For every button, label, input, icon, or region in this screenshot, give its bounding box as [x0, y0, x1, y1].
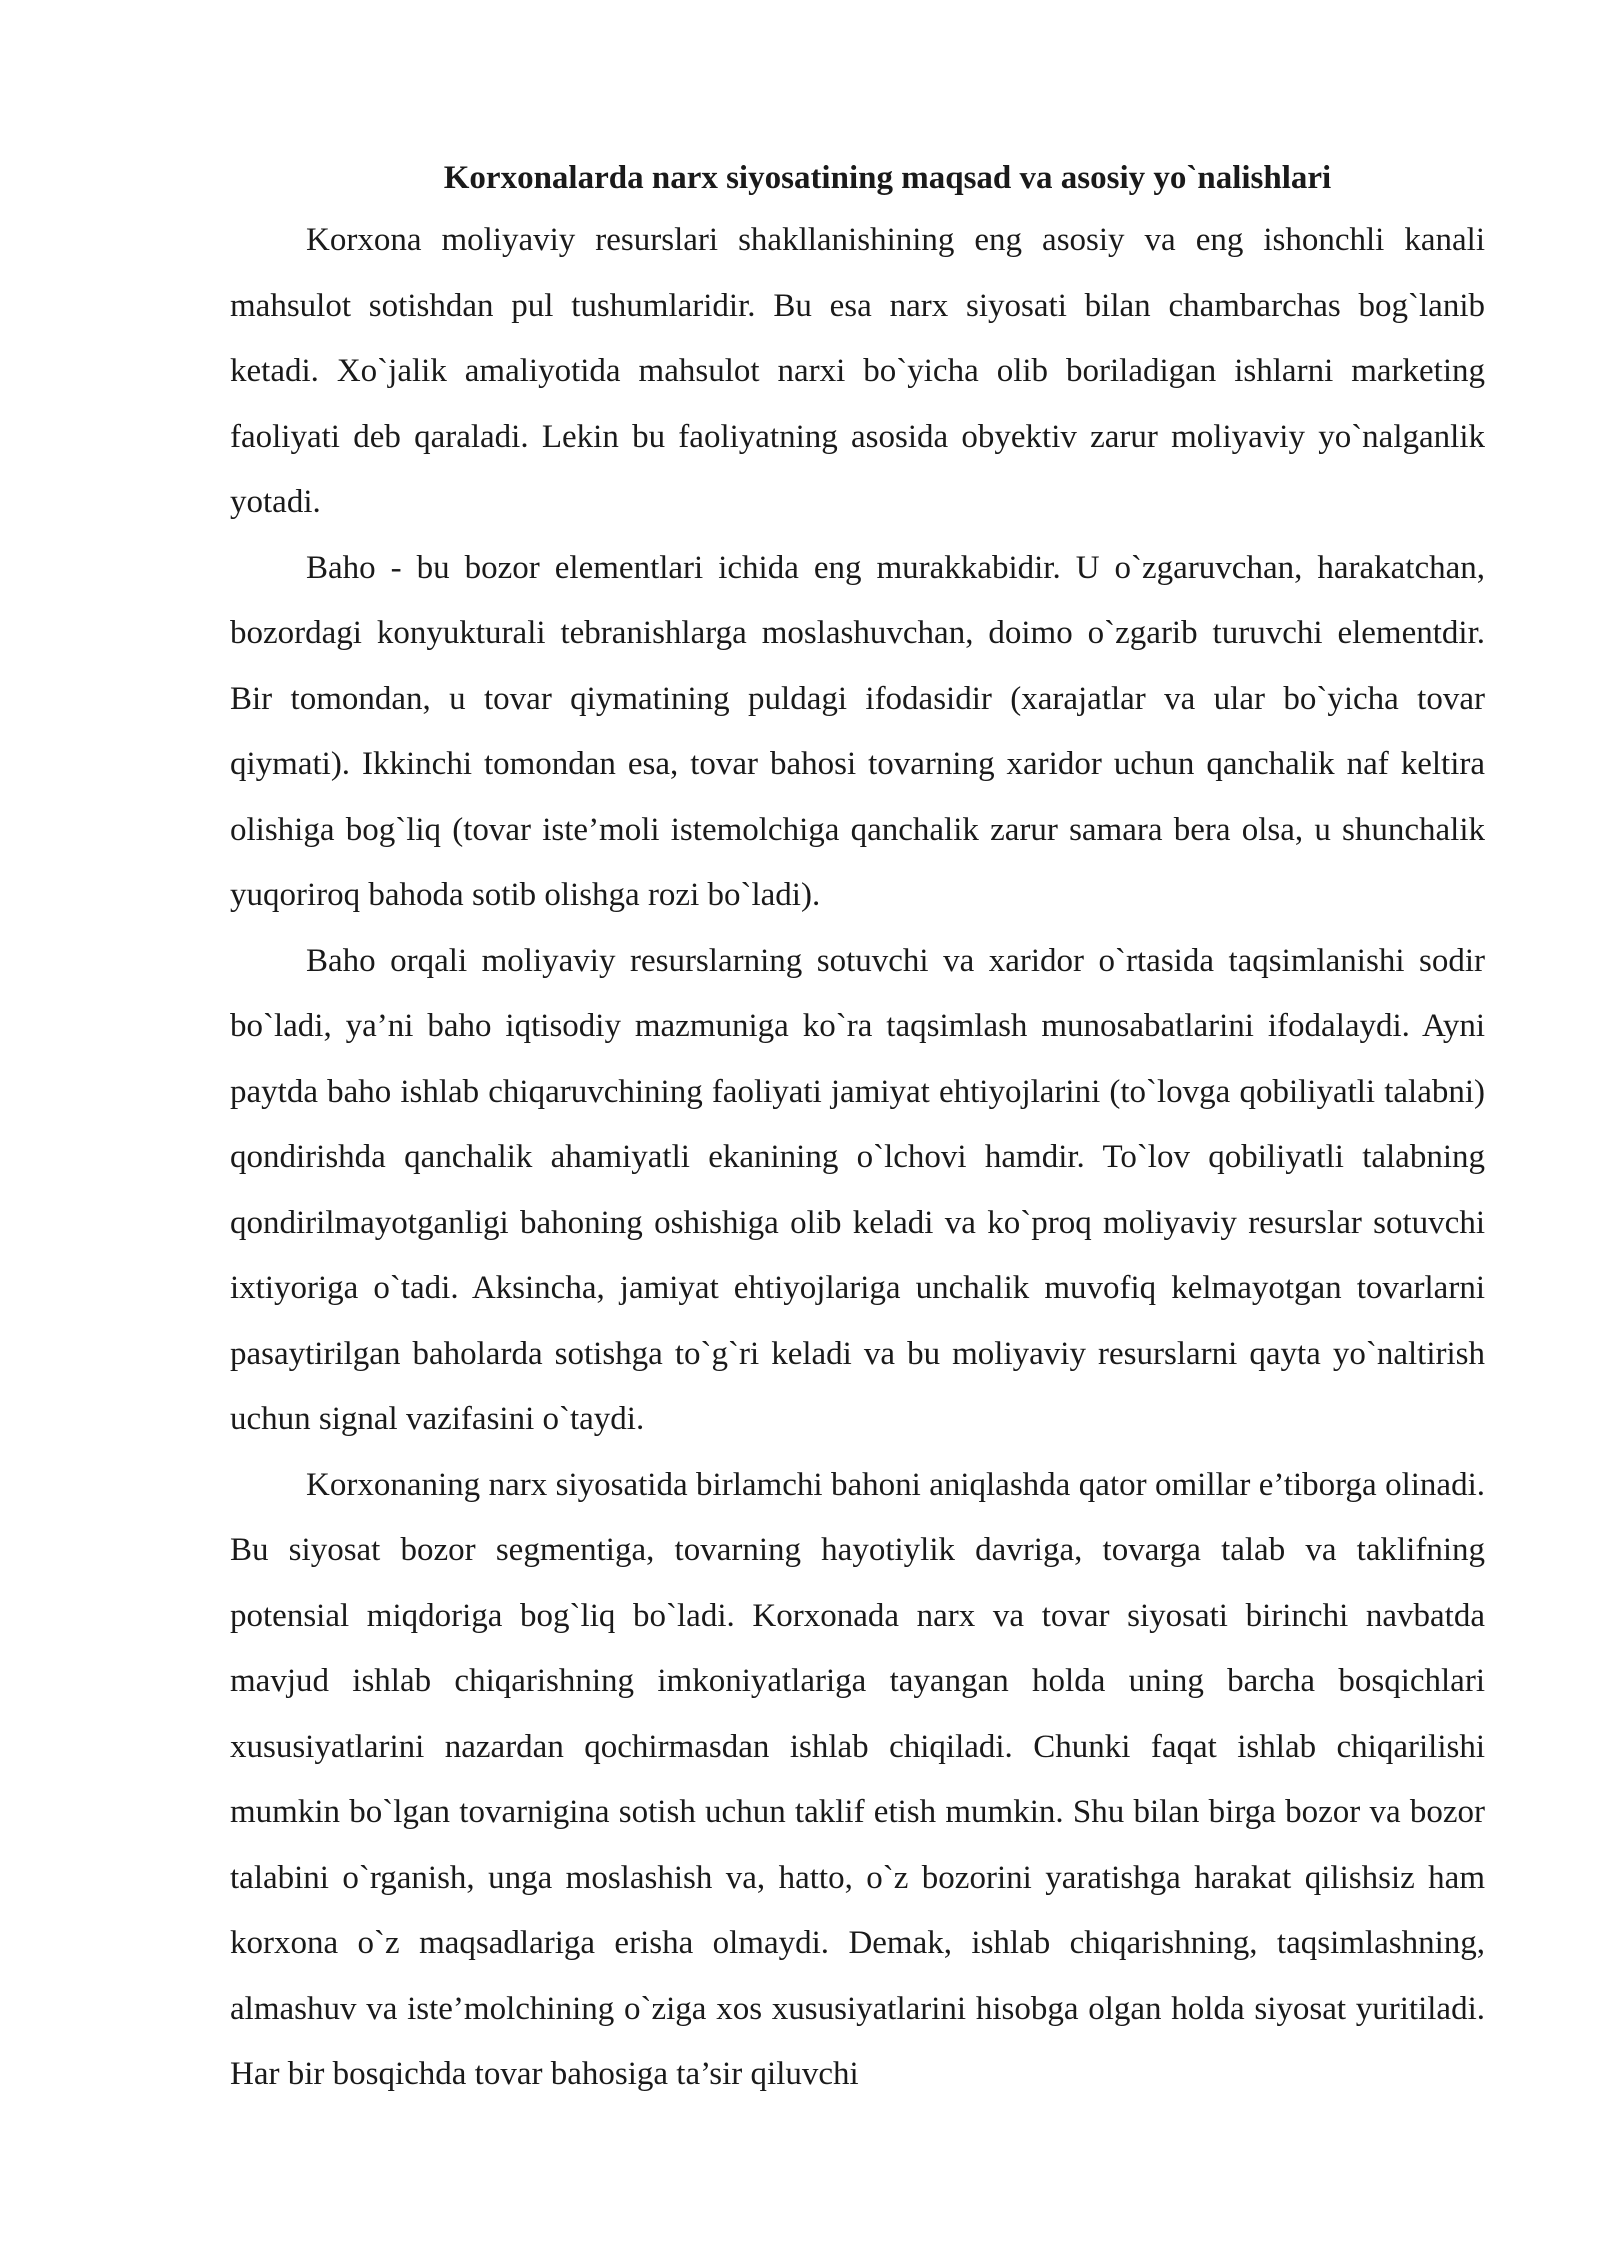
document-title: Korxonalarda narx siyosatining maqsad va asosiy yo`nalishlari [443, 160, 1332, 196]
paragraph-1: Korxona moliyaviy resurslari shakllanishining eng asosiy va eng ishonchli kanali mahsulot sotishdan pul tushumlaridir. Bu esa narx siyosati bilan chambarchas bog`lanib ketadi. Xo`jalik amaliyotida mahsulot narxi bo`yicha olib boriladigan ishlarni marketing faoliyati deb qaraladi. Lekin bu faoliyatning asosida obyektiv zarur moliyaviy yo`nalganlik yotadi. [230, 222, 1485, 520]
document-page [230, 148, 1485, 2108]
paragraph-2: Baho - bu bozor elementlari ichida eng murakkabidir. U o`zgaruvchan, harakatchan, bozordagi konyukturali tebranishlarga moslashuvchan, doimo o`zgarib turuvchi elementdir. Bir tomondan, u tovar qiymatining puldagi ifodasidir (xarajatlar va ular bo`yicha tovar qiymati). Ikkinchi tomondan esa, tovar bahosi tovarning xaridor uchun qanchalik naf keltira olishiga bog`liq (tovar iste’moli istemolchiga qanchalik zarur samara bera olsa, u shunchalik yuqoriroq bahoda sotib olishga rozi bo`ladi). [230, 549, 1485, 913]
paragraph-4: Korxonaning narx siyosatida birlamchi bahoni aniqlashda qator omillar e’tiborga olinadi. Bu siyosat bozor segmentiga, tovarning hayotiylik davriga, tovarga talab va taklifning potensial miqdoriga bog`liq bo`ladi. Korxonada narx va tovar siyosati birinchi navbatda mavjud ishlab chiqarishning imkoniyatlariga tayangan holda uning barcha bosqichlari xususiyatlarini nazardan qochirmasdan ishlab chiqiladi. Chunki faqat ishlab chiqarilishi mumkin bo`lgan tovarnigina sotish uchun taklif etish mumkin. Shu bilan birga bozor va bozor talabini o`rganish, unga moslashish va, hatto, o`z bozorini yaratishga harakat qilishsiz ham korxona o`z maqsadlariga erisha olmaydi. Demak, ishlab chiqarishning, taqsimlashning, almashuv va iste’molchining o`ziga xos xususiyatlarini hisobga olgan holda siyosat yuritiladi. Har bir bosqichda tovar bahosiga ta’sir qiluvchi [230, 1466, 1485, 2092]
paragraph-3: Baho orqali moliyaviy resurslarning sotuvchi va xaridor o`rtasida taqsimlanishi sodir bo`ladi, ya’ni baho iqtisodiy mazmuniga ko`ra taqsimlash munosabatlarini ifodalaydi. Ayni paytda baho ishlab chiqaruvchining faoliyati jamiyat ehtiyojlarini (to`lovga qobiliyatli talabni) qondirishda qanchalik ahamiyatli ekanining o`lchovi hamdir. To`lov qobiliyatli talabning qondirilmayotganligi bahoning oshishiga olib keladi va ko`proq moliyaviy resurslar sotuvchi ixtiyoriga o`tadi. Aksincha, jamiyat ehtiyojlariga unchalik muvofiq kelmayotgan tovarlarni pasaytirilgan baholarda sotishga to`g`ri keladi va bu moliyaviy resurslarni qayta yo`naltirish uchun signal vazifasini o`taydi. [230, 942, 1485, 1437]
